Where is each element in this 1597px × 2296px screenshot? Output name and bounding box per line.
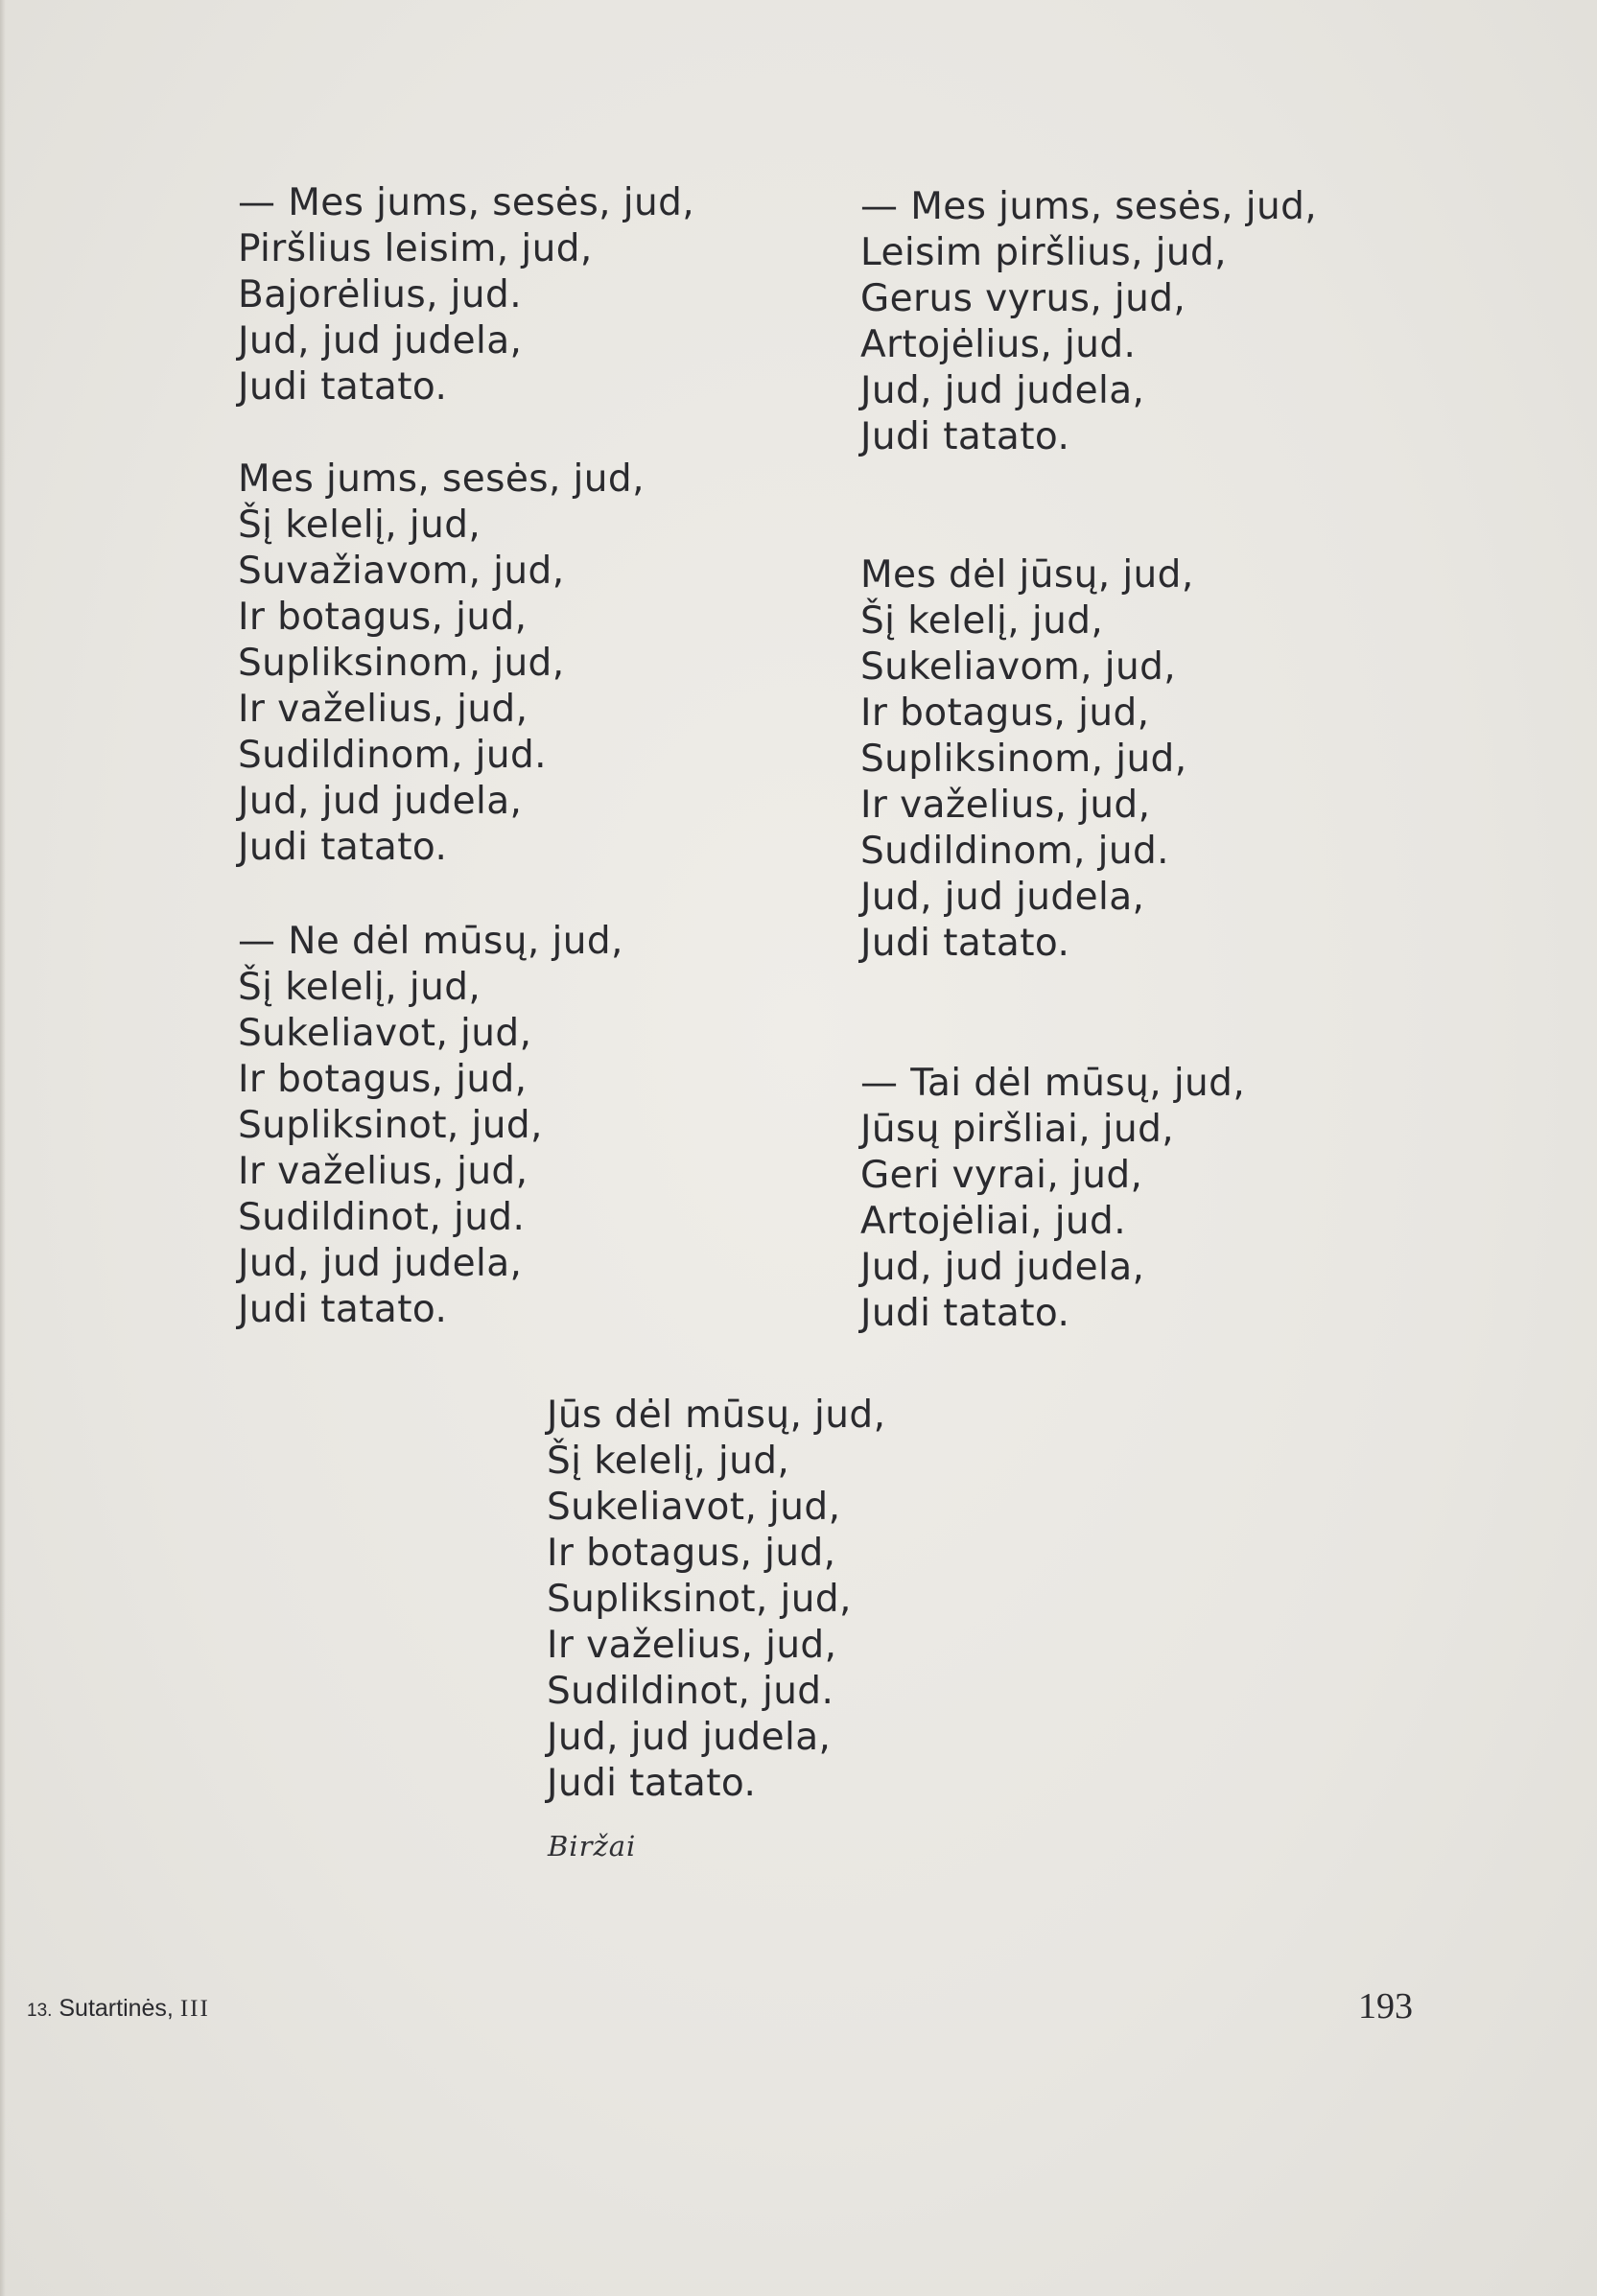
verse-line: Jud, jud judela, (860, 369, 1145, 412)
verse-line: Šį kelelį, jud, (860, 599, 1104, 643)
verse-line: Ir važelius, jud, (860, 784, 1151, 827)
verse-line: Judi tatato. (860, 415, 1070, 458)
verse-line: Sukeliavom, jud, (860, 645, 1177, 689)
volume-number: III (179, 1996, 210, 2022)
verse-line: Artojėlius, jud. (860, 323, 1137, 366)
page-number: 193 (1358, 1986, 1413, 2027)
verse-line: Judi tatato. (547, 1762, 757, 1805)
left-stanza-3 (238, 919, 623, 1333)
verse-line: Sudildinot, jud. (547, 1670, 834, 1713)
verse-line: Judi tatato. (238, 1288, 448, 1331)
verse-line: Supliksinom, jud, (860, 738, 1187, 781)
right-stanza-1 (860, 184, 1317, 460)
verse-line: Leisim piršlius, jud, (860, 231, 1227, 274)
verse-line: Supliksinot, jud, (238, 1104, 543, 1147)
verse-line: Sukeliavot, jud, (238, 1012, 532, 1055)
verse-line: Jud, jud judela, (238, 1242, 523, 1285)
verse-line: — Ne dėl mūsų, jud, (238, 920, 623, 963)
verse-line: Jūs dėl mūsų, jud, (547, 1394, 886, 1437)
verse-line: Geri vyrai, jud, (860, 1154, 1143, 1197)
verse-line: Judi tatato. (860, 922, 1070, 965)
verse-line: Bajorėlius, jud. (238, 273, 522, 316)
signature-number: 13. (27, 2001, 53, 2021)
verse-line: Šį kelelį, jud, (238, 504, 481, 547)
verse-line: Jud, jud judela, (547, 1716, 832, 1759)
verse-line: Sudildinom, jud. (860, 830, 1169, 873)
verse-line: Supliksinot, jud, (547, 1578, 852, 1621)
center-stanza (547, 1393, 885, 1807)
verse-line: Sudildinom, jud. (238, 734, 547, 777)
verse-line: — Mes jums, sesės, jud, (238, 181, 695, 224)
verse-line: Supliksinom, jud, (238, 642, 565, 685)
verse-line: Ir važelius, jud, (547, 1624, 837, 1667)
binding-edge (0, 0, 6, 2296)
verse-line: Mes dėl jūsų, jud, (860, 553, 1194, 597)
verse-line: Jud, jud judela, (238, 780, 523, 823)
verse-line: Mes jums, sesės, jud, (238, 457, 645, 501)
signature-mark (27, 1995, 210, 2023)
verse-line: Jud, jud judela, (860, 876, 1145, 919)
verse-line: Ir važelius, jud, (238, 688, 528, 731)
verse-line: Ir botagus, jud, (238, 596, 528, 639)
verse-line: — Mes jums, sesės, jud, (860, 185, 1318, 228)
verse-line: Ir botagus, jud, (238, 1058, 528, 1101)
book-title: Sutartinės, (59, 1995, 174, 2022)
verse-line: Judi tatato. (860, 1292, 1070, 1335)
verse-line: Gerus vyrus, jud, (860, 277, 1186, 320)
right-stanza-2 (860, 552, 1194, 967)
verse-line: Judi tatato. (238, 826, 448, 869)
verse-line: Ir važelius, jud, (238, 1150, 528, 1193)
place-of-origin: Biržai (548, 1830, 637, 1863)
verse-line: Piršlius leisim, jud, (238, 227, 593, 270)
verse-line: Ir botagus, jud, (547, 1532, 836, 1575)
verse-line: Šį kelelį, jud, (547, 1440, 790, 1483)
verse-line: — Tai dėl mūsų, jud, (860, 1062, 1246, 1105)
right-stanza-3 (860, 1061, 1245, 1337)
verse-line: Jud, jud judela, (238, 319, 523, 363)
verse-line: Artojėliai, jud. (860, 1200, 1127, 1243)
verse-line: Jud, jud judela, (860, 1246, 1145, 1289)
verse-line: Ir botagus, jud, (860, 691, 1150, 735)
left-stanza-1 (238, 180, 694, 410)
verse-line: Judi tatato. (238, 365, 448, 409)
verse-line: Suvažiavom, jud, (238, 550, 565, 593)
left-stanza-2 (238, 457, 645, 871)
verse-line: Sudildinot, jud. (238, 1196, 526, 1239)
verse-line: Jūsų piršliai, jud, (860, 1108, 1175, 1151)
verse-line: Sukeliavot, jud, (547, 1486, 841, 1529)
verse-line: Šį kelelį, jud, (238, 966, 481, 1009)
